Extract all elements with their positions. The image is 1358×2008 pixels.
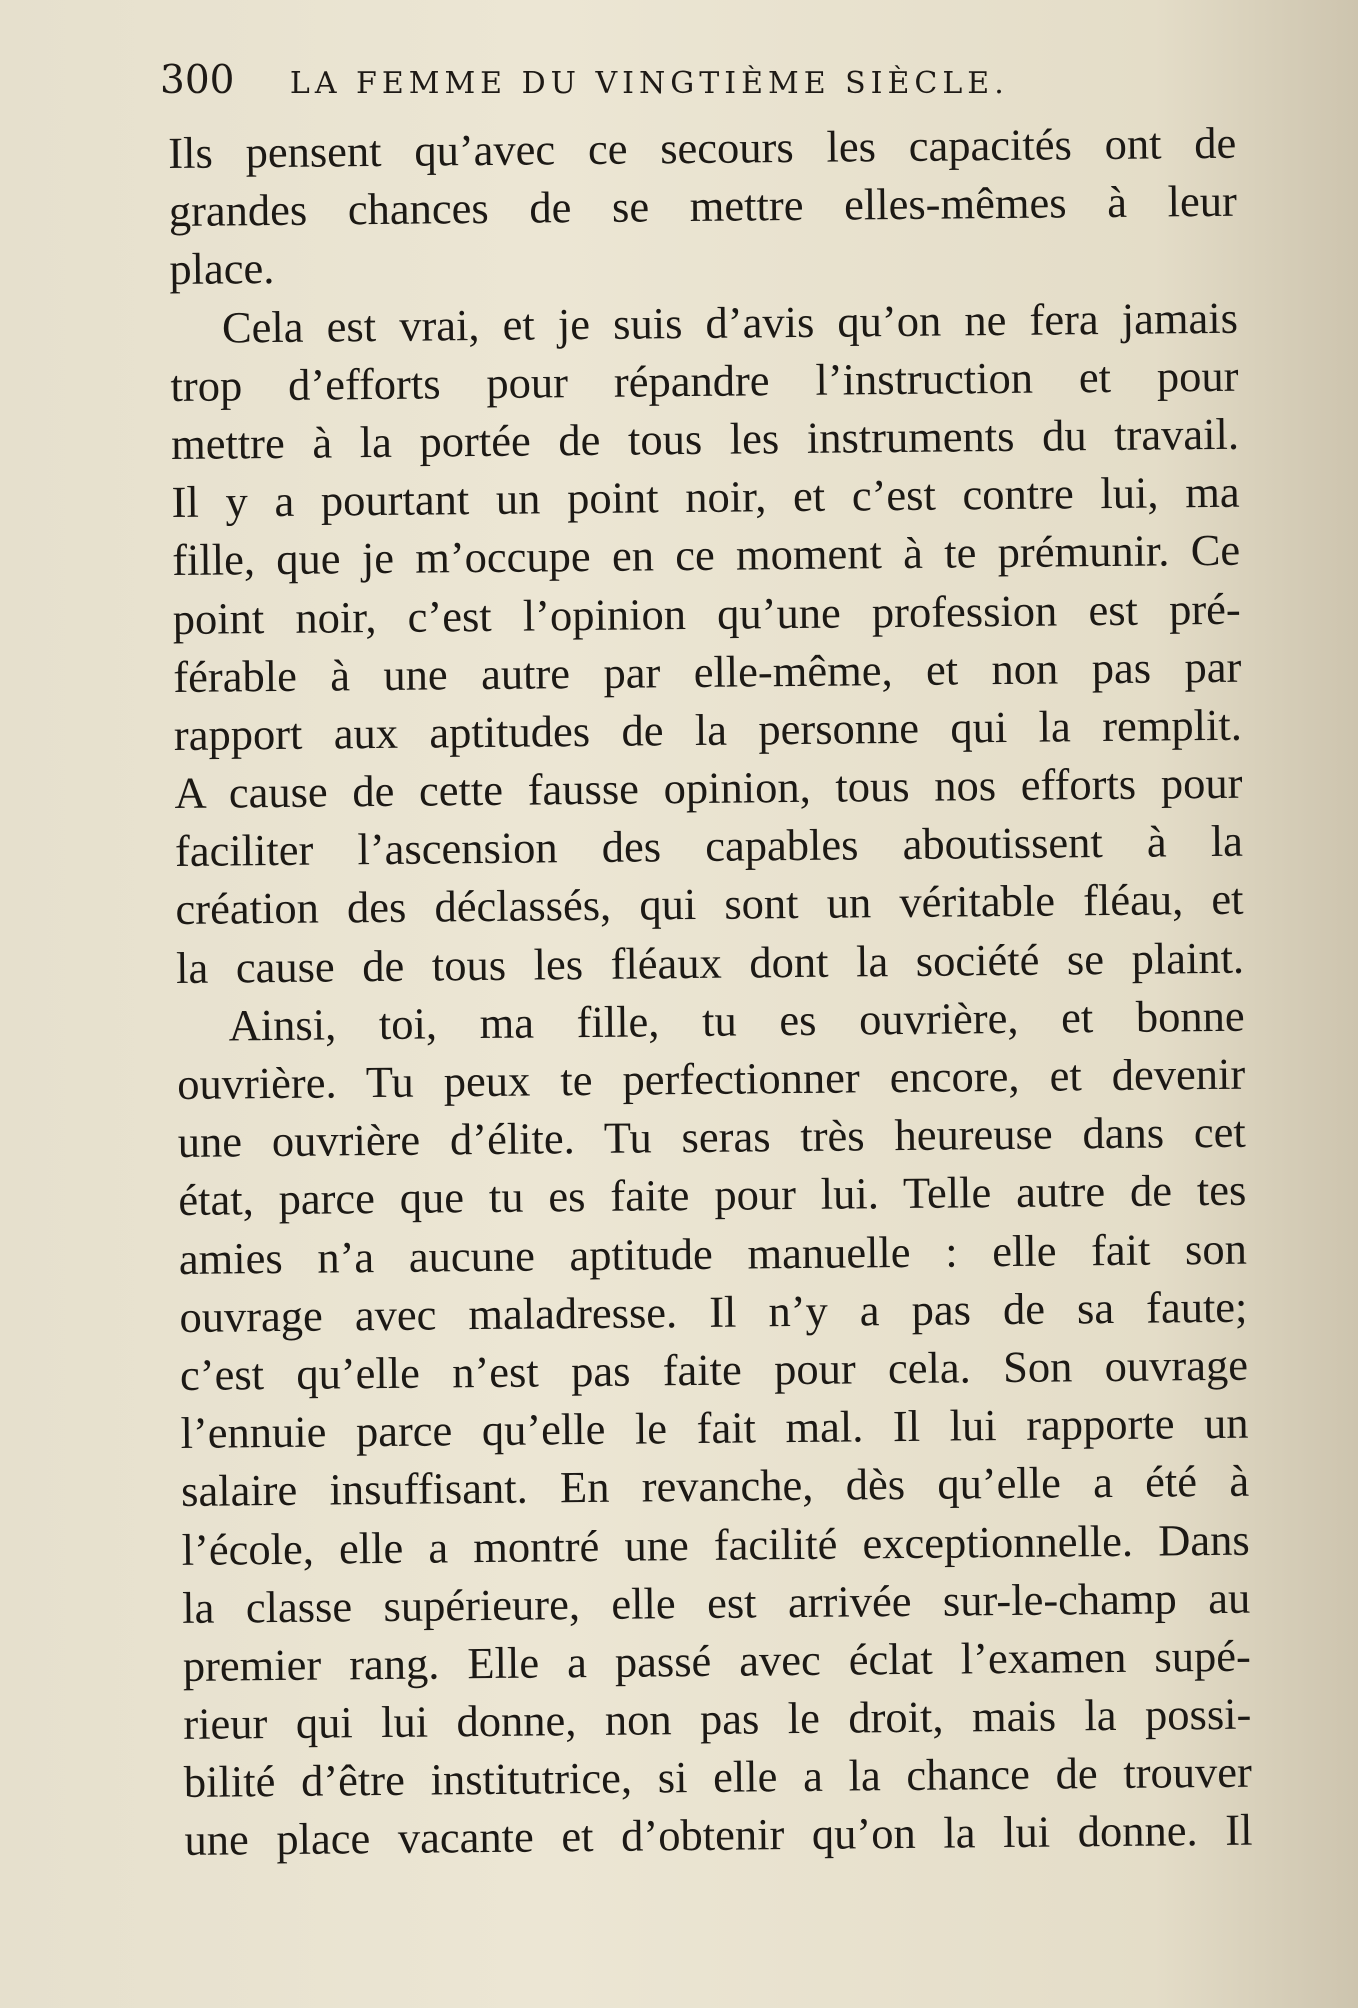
- page-header: [160, 58, 1160, 103]
- text-line: c’est qu’elle n’est pas faite pour cela. Son ouvrage: [179, 1339, 1249, 1400]
- text-line: l’école, elle a montré une facilité exceptionnelle. Dans: [181, 1514, 1250, 1575]
- text-line: création des déclassés, qui sont un véritable fléau, et: [175, 874, 1244, 935]
- text-line: amies n’a aucune aptitude manuelle : elle fait son: [178, 1223, 1248, 1284]
- text-line: ouvrière. Tu peux te perfectionner encore, et devenir: [176, 1048, 1246, 1109]
- text-line: l’ennuie parce qu’elle le fait mal. Il lui rapporte un: [180, 1397, 1249, 1459]
- text-line: férable à une autre par elle-même, et non pas par: [173, 641, 1242, 702]
- text-line: Cela est vrai, et je suis d’avis qu’on ne fera jamais: [221, 292, 1239, 353]
- text-line: Ils pensent qu’avec ce secours les capacités ont de: [168, 117, 1237, 178]
- page-number: 300: [160, 58, 235, 103]
- text-line: premier rang. Elle a passé avec éclat l’examen supé-: [182, 1630, 1251, 1691]
- body-text: [168, 114, 1253, 1870]
- text-line: Ainsi, toi, ma fille, tu es ouvrière, et bonne: [228, 990, 1245, 1051]
- text-line: fille, que je m’occupe en ce moment à te prémunir. Ce: [171, 525, 1241, 586]
- text-line: salaire insuffisant. En revanche, dès qu’elle a été à: [180, 1455, 1250, 1517]
- running-title: LA FEMME DU VINGTIÈME SIÈCLE.: [289, 66, 1009, 101]
- text-line: rieur qui lui donne, non pas le droit, mais la possi-: [183, 1688, 1252, 1749]
- text-line: trop d’efforts pour répandre l’instruction et pour: [170, 350, 1239, 411]
- text-line: ouvrage avec maladresse. Il n’y a pas de sa faute;: [179, 1281, 1248, 1342]
- text-line: état, parce que tu es faite pour lui. Telle autre de tes: [178, 1165, 1247, 1226]
- text-line: une place vacante et d’obtenir qu’on la lui donne. Il: [184, 1805, 1253, 1866]
- text-line: une ouvrière d’élite. Tu seras très heureuse dans cet: [177, 1106, 1246, 1168]
- text-line: grandes chances de se mettre elles-mêmes à leur: [168, 175, 1238, 237]
- text-line: la cause de tous les fléaux dont la société se plaint.: [175, 932, 1245, 993]
- text-line: faciliter l’ascension des capables aboutissent à la: [174, 815, 1244, 877]
- text-line: Il y a pourtant un point noir, et c’est contre lui, ma: [171, 466, 1240, 528]
- text-line: mettre à la portée de tous les instruments du travail.: [170, 408, 1240, 469]
- text-line: la classe supérieure, elle est arrivée sur-le-champ au: [182, 1572, 1251, 1633]
- text-line: point noir, c’est l’opinion qu’une profession est pré-: [172, 583, 1241, 644]
- text-line: place.: [169, 243, 275, 295]
- text-line: bilité d’être institutrice, si elle a la chance de trouver: [183, 1746, 1253, 1808]
- text-line: A cause de cette fausse opinion, tous nos efforts pour: [174, 757, 1243, 819]
- text-line: rapport aux aptitudes de la personne qui la remplit.: [173, 699, 1243, 760]
